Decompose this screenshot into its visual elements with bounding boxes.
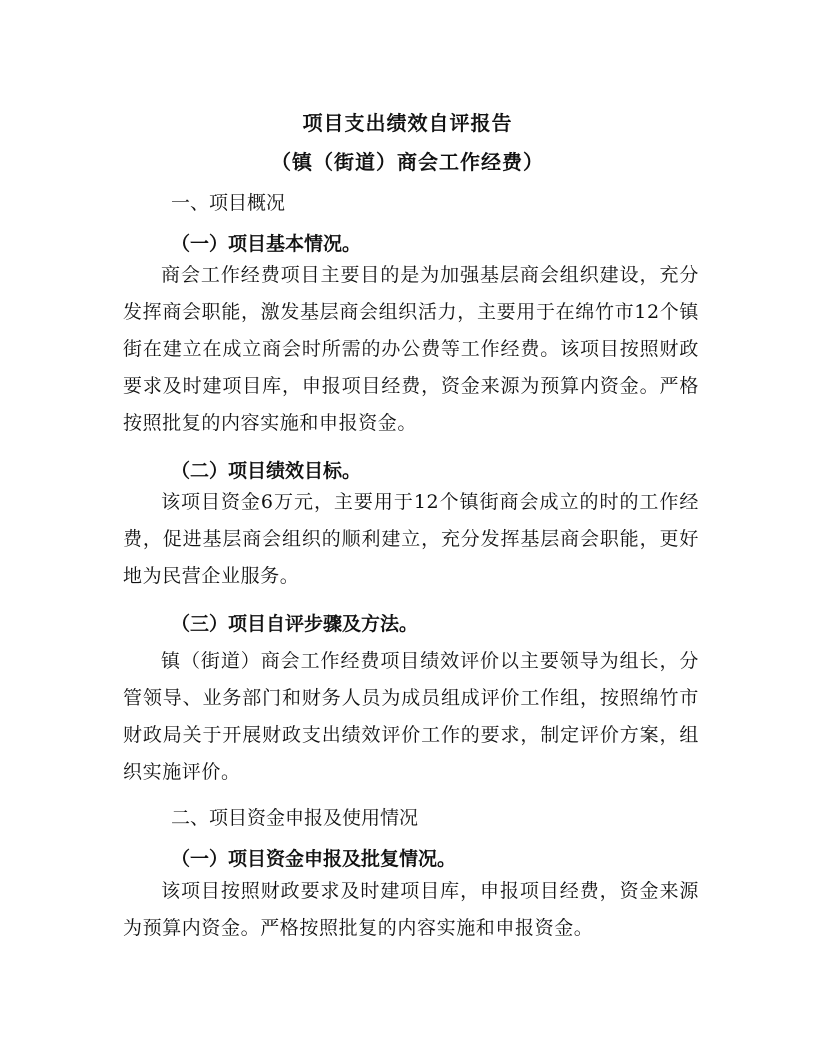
section-heading-funding: 二、项目资金申报及使用情况 bbox=[171, 807, 419, 829]
report-subtitle: （镇（街道）商会工作经费） bbox=[271, 150, 544, 174]
subsection-heading-evaluation-method: （三）项目自评步骤及方法。 bbox=[171, 613, 419, 635]
paragraph-basic-info: 商会工作经费项目主要目的是为加强基层商会组织建设，充分发挥商会职能，激发基层商会组织活力，主要用于在绵竹市12个镇街在建立在成立商会时所需的办公费等工作经费。该项目按照财政要求及时建项目库，申报项目经费，资金来源为预算内资金。严格按照批复的内容实施和申报资金。 bbox=[123, 264, 699, 434]
section-heading-overview: 一、项目概况 bbox=[171, 192, 286, 214]
subsection-heading-basic-info: （一）项目基本情况。 bbox=[171, 233, 362, 255]
paragraph-funding-approval: 该项目按照财政要求及时建项目库，申报项目经费，资金来源为预算内资金。严格按照批复的内容实施和申报资金。 bbox=[123, 880, 699, 939]
paragraph-performance-goals: 该项目资金6万元，主要用于12个镇街商会成立的时的工作经费，促进基层商会组织的顺利建立，充分发挥基层商会职能，更好地为民营企业服务。 bbox=[123, 491, 699, 587]
subsection-heading-funding-approval: （一）项目资金申报及批复情况。 bbox=[171, 848, 457, 870]
paragraph-evaluation-method: 镇（街道）商会工作经费项目绩效评价以主要领导为组长，分管领导、业务部门和财务人员为成员组成评价工作组，按照绵竹市财政局关于开展财政支出绩效评价工作的要求，制定评价方案，组织实施评价。 bbox=[123, 650, 699, 783]
subsection-heading-performance-goals: （二）项目绩效目标。 bbox=[171, 460, 362, 482]
report-title: 项目支出绩效自评报告 bbox=[302, 111, 513, 135]
